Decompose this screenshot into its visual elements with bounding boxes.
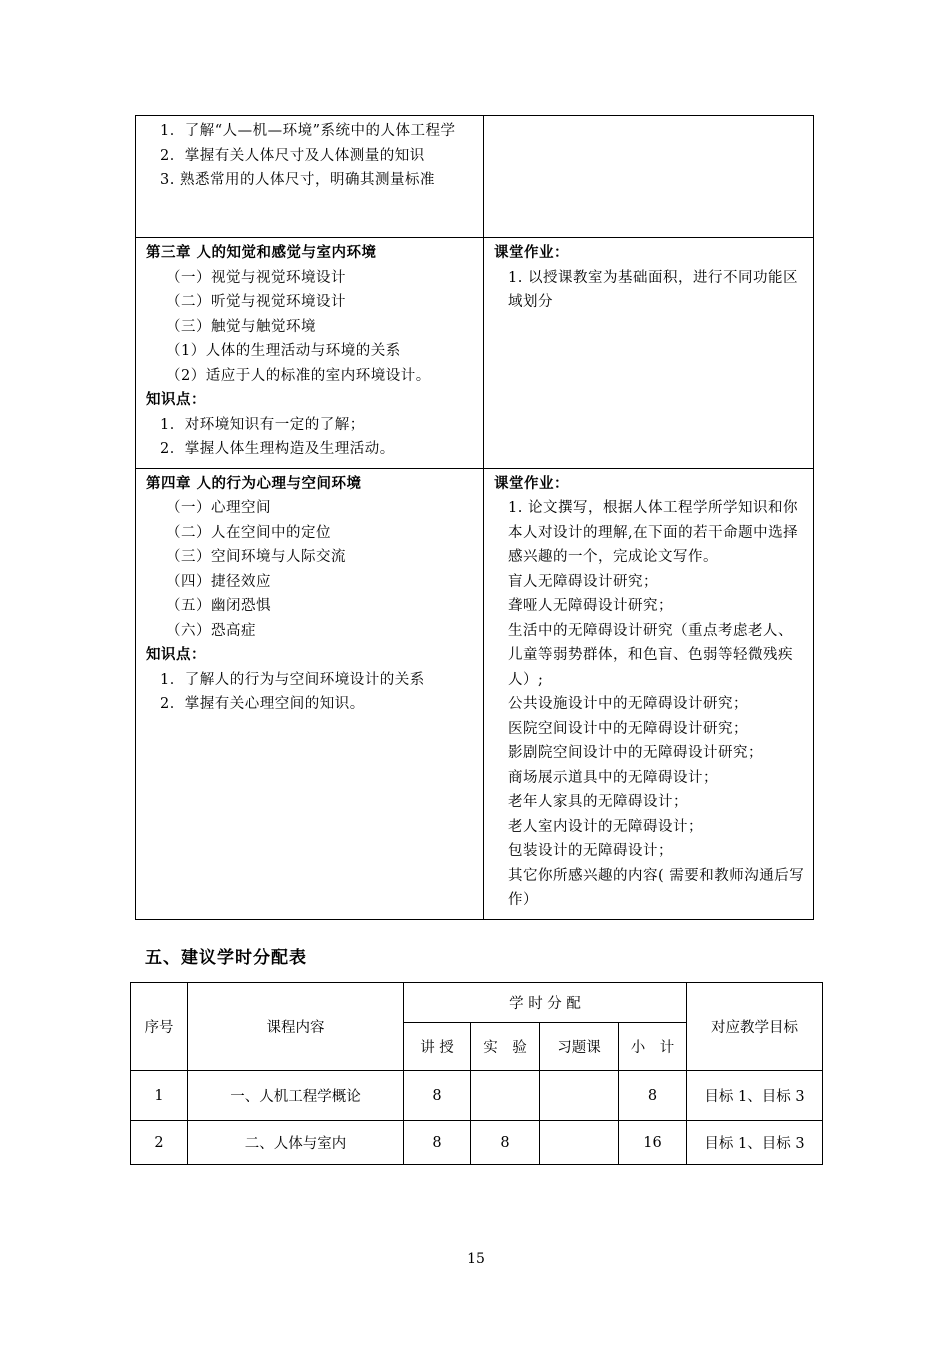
chapter-item: （1）人体的生理活动与环境的关系 [166,343,401,359]
homework-topic: 其它你所感兴趣的内容( 需要和教师沟通后写作） [508,867,805,908]
row-subtotal: 8 [619,1071,687,1121]
chapter-item: （四）捷径效应 [166,573,271,590]
homework-topic: 公共设施设计中的无障碍设计研究； [508,696,748,712]
row-no: 1 [131,1071,188,1121]
row-exercise [540,1121,619,1165]
chapter-item: （六）恐高症 [166,622,256,639]
row-content: 一、人机工程学概论 [188,1071,404,1121]
knowledge-label: 知识点： [146,646,206,663]
row-exercise [540,1071,619,1121]
homework-topic: 包装设计的无障碍设计； [508,843,673,859]
chapter-item: （二）听觉与视觉环境设计 [166,294,346,310]
chapter-title: 第三章 人的知觉和感觉与室内环境 [146,244,377,261]
table-row [131,1121,823,1165]
outline-row-2 [136,238,814,469]
row-lecture: 8 [404,1121,471,1165]
outline-row-3-right [484,468,814,919]
chapter-item: （三）触觉与触觉环境 [166,318,316,335]
table-row [131,1071,823,1121]
header-subtotal: 小 计 [619,1023,687,1071]
outline-row-3 [136,468,814,919]
outline-row-2-right [484,238,814,469]
objective-line: 1．了解“人—机—环境”系统中的人体工程学 [160,123,456,139]
row-lecture: 8 [404,1071,471,1121]
homework-topic: 盲人无障碍设计研究； [508,573,658,590]
row-goal: 目标 1、目标 3 [687,1071,823,1121]
header-content: 课程内容 [188,983,404,1071]
hours-allocation-table [130,982,823,1165]
row-content: 二、人体与室内 [188,1121,404,1165]
knowledge-item: 2．掌握有关心理空间的知识。 [160,696,365,712]
course-outline-table [135,115,814,920]
objective-line: 3. 熟悉常用的人体尺寸，明确其测量标准 [160,172,435,188]
chapter-item: （三）空间环境与人际交流 [166,549,346,565]
section-title: 五、建议学时分配表 [145,948,307,968]
homework-label: 课堂作业： [494,474,569,492]
outline-row-1-right [484,116,814,238]
chapter-item: （五）幽闭恐惧 [166,598,271,614]
homework-item: 1. 以授课教室为基础面积，进行不同功能区域划分 [508,269,798,310]
row-goal: 目标 1、目标 3 [687,1121,823,1165]
outline-row-3-left [136,468,484,919]
homework-label: 课堂作业： [494,244,569,261]
chapter-item: （2）适应于人的标准的室内环境设计。 [166,367,431,384]
outline-row-2-left [136,238,484,469]
outline-row-1 [136,116,814,238]
chapter-item: （二）人在空间中的定位 [166,524,331,541]
row-no: 2 [131,1121,188,1165]
knowledge-item: 1．了解人的行为与空间环境设计的关系 [160,671,425,688]
row-subtotal: 16 [619,1121,687,1165]
row-lab [471,1071,540,1121]
homework-topic: 老年人家具的无障碍设计； [508,794,688,810]
header-no: 序号 [131,983,188,1071]
header-allocation: 学 时 分 配 [404,983,687,1023]
hours-header-row [131,983,823,1023]
homework-topic: 老人室内设计的无障碍设计； [508,818,703,835]
objective-line: 2．掌握有关人体尺寸及人体测量的知识 [160,147,425,164]
knowledge-item: 2．掌握人体生理构造及生理活动。 [160,441,395,457]
header-exercise: 习题课 [540,1023,619,1071]
header-lab: 实 验 [471,1023,540,1071]
homework-topic: 影剧院空间设计中的无障碍设计研究； [508,745,763,761]
chapter-item: （一）心理空间 [166,500,271,516]
homework-intro: 1. 论文撰写，根据人体工程学所学知识和你本人对设计的理解,在下面的若干命题中选择感兴趣的一个，完成论文写作。 [508,500,799,565]
page-number: 15 [467,1251,485,1267]
row-lab: 8 [471,1121,540,1165]
chapter-title: 第四章 人的行为心理与空间环境 [146,474,362,492]
outline-row-1-left [136,116,484,238]
homework-topic: 商场展示道具中的无障碍设计； [508,769,718,786]
homework-topic: 医院空间设计中的无障碍设计研究； [508,720,748,737]
homework-topic: 生活中的无障碍设计研究（重点考虑老人、儿童等弱势群体，和色盲、色弱等轻微残疾人）; [508,622,793,688]
knowledge-item: 1．对环境知识有一定的了解； [160,416,365,433]
knowledge-label: 知识点： [146,391,206,408]
chapter-item: （一）视觉与视觉环境设计 [166,269,346,286]
homework-topic: 聋哑人无障碍设计研究； [508,598,673,614]
header-goal: 对应教学目标 [687,983,823,1071]
header-lecture: 讲 授 [404,1023,471,1071]
